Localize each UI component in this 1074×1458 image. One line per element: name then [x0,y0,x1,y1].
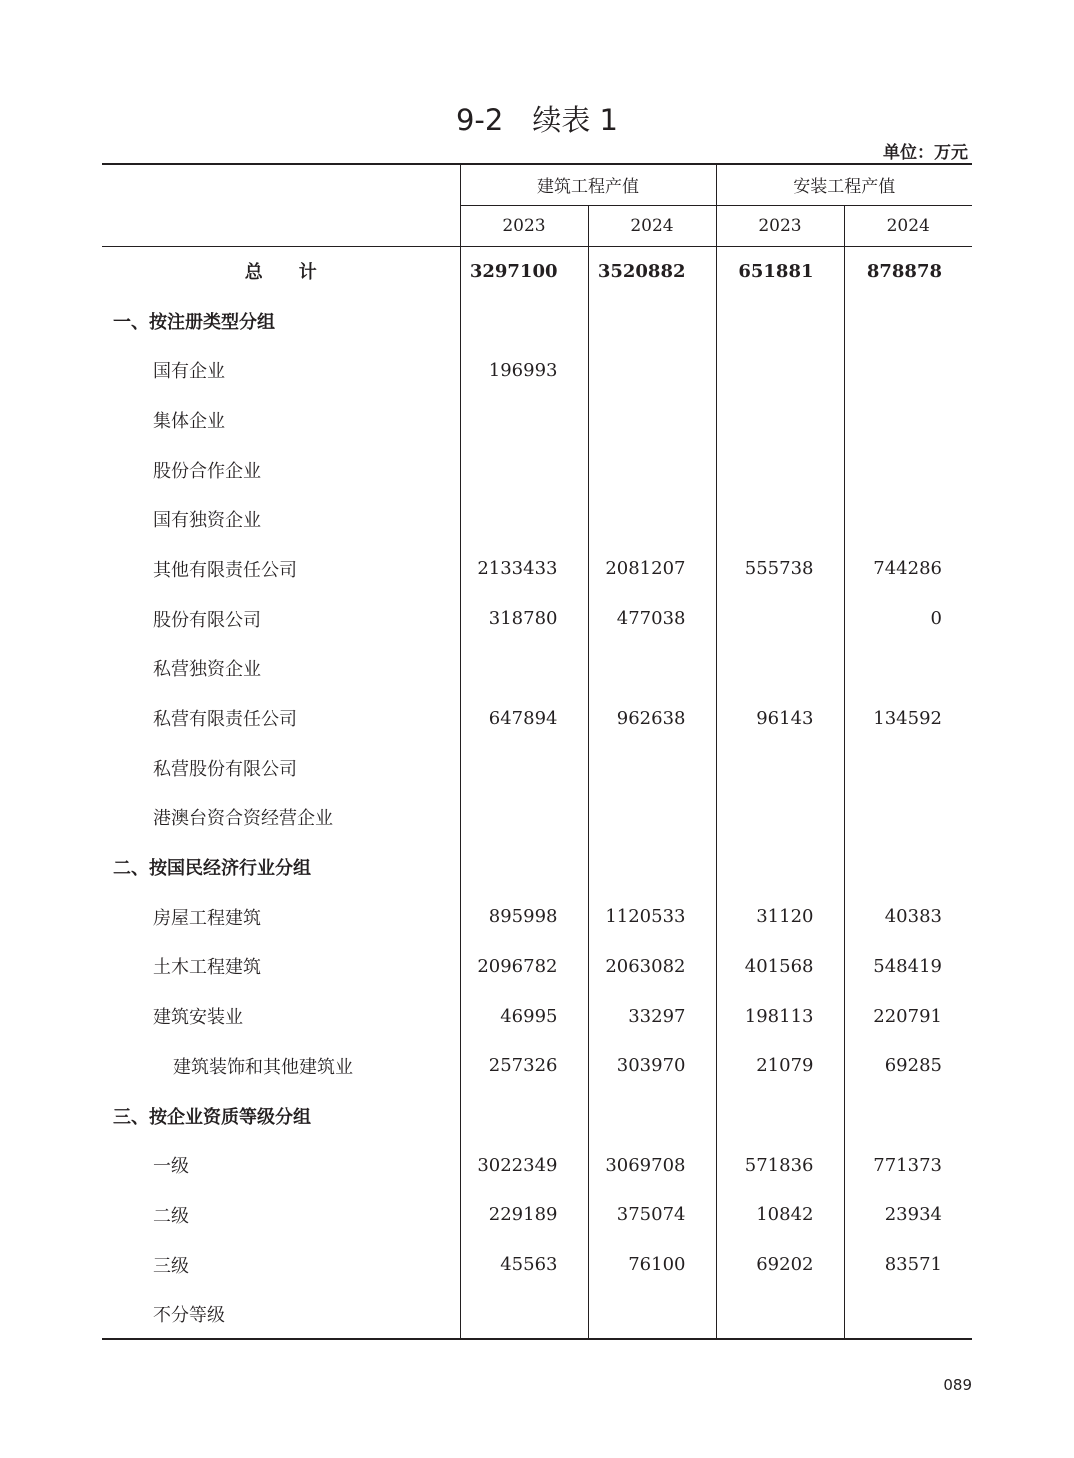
table-row [102,842,972,892]
cell-value [588,1091,716,1141]
cell-value: 2096782 [460,942,588,992]
cell-value [716,1289,844,1339]
cell-value [716,793,844,843]
cell-value [460,445,588,495]
row-label: 二级 [153,1205,189,1227]
cell-value [716,445,844,495]
cell-value [716,594,844,644]
cell-value: 375074 [588,1190,716,1240]
cell-value [716,296,844,346]
table-row [102,246,972,296]
cell-value: 229189 [460,1190,588,1240]
header-year: 2024 [588,205,716,246]
cell-value: 46995 [460,991,588,1041]
cell-value: 76100 [588,1240,716,1290]
cell-value: 2081207 [588,544,716,594]
cell-value: 198113 [716,991,844,1041]
cell-value [460,395,588,445]
table-row [102,743,972,793]
cell-value: 134592 [844,693,972,743]
cell-value [844,494,972,544]
cell-value: 477038 [588,594,716,644]
table-row [102,942,972,992]
cell-value: 651881 [716,246,844,296]
header-group: 建筑工程产值 [460,164,716,205]
header-year: 2024 [844,205,972,246]
header-year: 2023 [716,205,844,246]
cell-value [588,644,716,694]
row-label: 港澳台资合资经营企业 [153,808,333,830]
cell-value [460,296,588,346]
cell-value: 895998 [460,892,588,942]
row-label: 三级 [153,1255,189,1277]
data-table [102,163,972,1340]
cell-value: 33297 [588,991,716,1041]
cell-value: 69202 [716,1240,844,1290]
cell-value: 303970 [588,1041,716,1091]
cell-value: 3069708 [588,1140,716,1190]
table-row [102,395,972,445]
row-label: 股份有限公司 [153,609,261,631]
row-label: 总 计 [244,262,317,284]
table-row [102,644,972,694]
cell-value: 23934 [844,1190,972,1240]
cell-value [588,1289,716,1339]
cell-value: 318780 [460,594,588,644]
row-label: 建筑装饰和其他建筑业 [173,1056,353,1078]
cell-value [588,445,716,495]
row-label: 三、按企业资质等级分组 [113,1106,311,1128]
row-label: 一级 [153,1156,189,1178]
cell-value [716,1091,844,1141]
cell-value: 3297100 [460,246,588,296]
cell-value: 2063082 [588,942,716,992]
cell-value [844,1289,972,1339]
cell-value [844,395,972,445]
cell-value [460,1091,588,1141]
cell-value: 69285 [844,1041,972,1091]
cell-value [588,842,716,892]
cell-value [588,743,716,793]
cell-value: 878878 [844,246,972,296]
table-row [102,892,972,942]
cell-value [460,644,588,694]
cell-value [844,296,972,346]
row-label: 二、按国民经济行业分组 [113,858,311,880]
cell-value: 3022349 [460,1140,588,1190]
cell-value: 0 [844,594,972,644]
row-label: 国有独资企业 [153,510,261,532]
cell-value [716,842,844,892]
table-row [102,445,972,495]
cell-value [588,793,716,843]
table-row [102,693,972,743]
page-number: 089 [943,1376,972,1394]
header-blank [102,164,460,246]
cell-value: 744286 [844,544,972,594]
table-row [102,793,972,843]
row-label: 私营独资企业 [153,659,261,681]
table-row [102,1041,972,1091]
cell-value [460,743,588,793]
cell-value: 571836 [716,1140,844,1190]
cell-value [460,793,588,843]
cell-value: 257326 [460,1041,588,1091]
cell-value: 3520882 [588,246,716,296]
row-label: 私营有限责任公司 [153,709,297,731]
header-year: 2023 [460,205,588,246]
cell-value: 771373 [844,1140,972,1190]
cell-value [460,842,588,892]
cell-value [716,345,844,395]
cell-value [844,793,972,843]
row-label: 不分等级 [153,1304,225,1326]
cell-value [716,743,844,793]
row-label: 房屋工程建筑 [153,907,261,929]
cell-value: 401568 [716,942,844,992]
cell-value: 647894 [460,693,588,743]
row-label: 国有企业 [153,361,225,383]
table-row [102,991,972,1041]
table-row [102,296,972,346]
cell-value [716,494,844,544]
table-row [102,1289,972,1339]
cell-value [844,445,972,495]
cell-value [844,1091,972,1141]
table-row [102,1140,972,1190]
row-label: 其他有限责任公司 [153,559,297,581]
cell-value [716,644,844,694]
row-label: 土木工程建筑 [153,957,261,979]
table-row [102,494,972,544]
header-group: 安装工程产值 [716,164,972,205]
row-label: 股份合作企业 [153,460,261,482]
cell-value: 96143 [716,693,844,743]
table-row [102,544,972,594]
table-row [102,1190,972,1240]
row-label: 建筑安装业 [153,1007,243,1029]
header-row-groups [102,164,972,205]
cell-value [588,345,716,395]
cell-value [844,743,972,793]
cell-value [588,395,716,445]
cell-value: 220791 [844,991,972,1041]
cell-value [588,494,716,544]
cell-value [460,1289,588,1339]
cell-value [844,345,972,395]
cell-value: 196993 [460,345,588,395]
cell-value [844,644,972,694]
cell-value: 2133433 [460,544,588,594]
row-label: 集体企业 [153,410,225,432]
cell-value: 10842 [716,1190,844,1240]
table-row [102,345,972,395]
table-title: 9-2 续表 1 [455,103,619,137]
cell-value: 548419 [844,942,972,992]
row-label: 私营股份有限公司 [153,758,297,780]
cell-value [460,494,588,544]
cell-value [588,296,716,346]
unit-label: 单位：万元 [883,143,968,163]
table-row [102,1091,972,1141]
cell-value: 1120533 [588,892,716,942]
cell-value: 83571 [844,1240,972,1290]
cell-value: 40383 [844,892,972,942]
cell-value [844,842,972,892]
cell-value: 21079 [716,1041,844,1091]
table-row [102,594,972,644]
cell-value: 31120 [716,892,844,942]
cell-value: 45563 [460,1240,588,1290]
cell-value: 555738 [716,544,844,594]
table-row [102,1240,972,1290]
cell-value [716,395,844,445]
row-label: 一、按注册类型分组 [113,311,275,333]
cell-value: 962638 [588,693,716,743]
